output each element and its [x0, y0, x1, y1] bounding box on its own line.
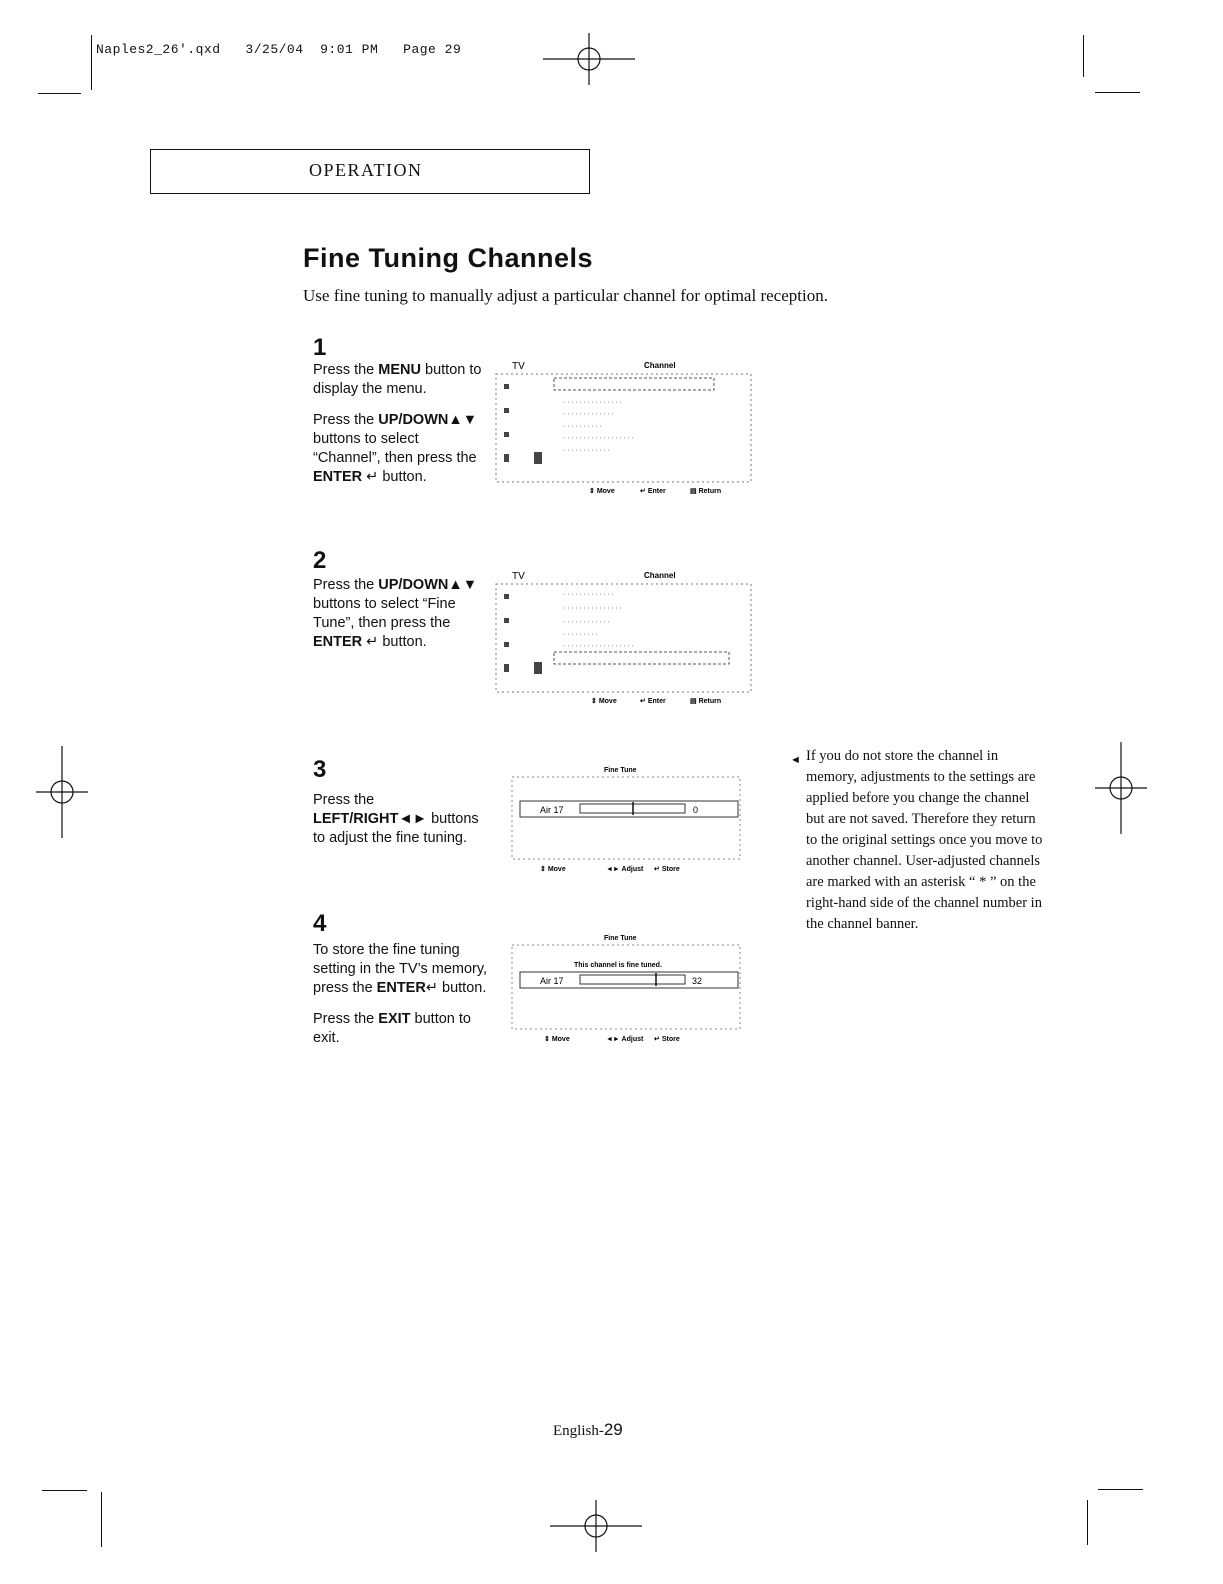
intro-text: Use fine tuning to manually adjust a particular channel for optimal reception.	[303, 286, 828, 305]
tv-menu-screenshot	[494, 568, 756, 708]
step-4-text	[313, 941, 488, 1060]
hint-move: ⇕ Move	[589, 488, 615, 495]
page-number: 29	[603, 1420, 623, 1439]
step-2-text	[313, 576, 488, 664]
file-slug: Naples2_26'.qxd 3/25/04 9:01 PM Page 29	[96, 42, 462, 57]
crop-mark	[1083, 35, 1084, 77]
menu-side-icon	[504, 432, 509, 437]
crop-mark	[1095, 92, 1140, 93]
fine-tune-value: 32	[692, 976, 703, 986]
crop-mark	[38, 93, 81, 94]
hint-return: ▤ Return	[690, 488, 722, 495]
menu-side-icon	[504, 384, 509, 389]
step-instruction: Press the MENU button to display the menu.	[313, 362, 482, 397]
footer-language: English-	[553, 1423, 604, 1439]
menu-side-icon	[534, 662, 542, 674]
tv-menu-screenshot	[494, 358, 756, 498]
channel-label: Air 17	[540, 805, 564, 815]
registration-mark	[36, 746, 88, 838]
hint-store: ↵ Store	[654, 866, 680, 873]
step-instruction: To store the fine tuning setting in the TV’s memory, press the ENTER↵ button.	[313, 942, 488, 996]
menu-tv-label: TV	[512, 361, 525, 372]
enter-icon: ↵	[362, 469, 379, 485]
fine-tune-value: 0	[693, 805, 699, 815]
step-1-text	[313, 361, 488, 499]
fine-tune-screenshot	[508, 930, 748, 1048]
menu-tv-label: TV	[512, 571, 525, 582]
step-instruction: Press the UP/DOWN▲▼ buttons to select “Channel”, then press the ENTER ↵ button.	[313, 412, 478, 485]
menu-header: Channel	[644, 571, 676, 580]
hint-return: ▤ Return	[690, 698, 722, 705]
step-instruction: Press the UP/DOWN▲▼ buttons to select “Fine Tune”, then press the ENTER ↵ button.	[313, 577, 478, 650]
menu-side-icon	[504, 618, 509, 623]
step-instruction: Press the LEFT/RIGHT◄► buttons to adjust the fine tuning.	[313, 792, 479, 846]
step-3-text	[313, 791, 488, 860]
menu-header: Channel	[644, 361, 676, 370]
menu-side-icon	[504, 664, 509, 672]
hint-enter: ↵ Enter	[640, 698, 666, 705]
hint-move: ⇕ Move	[591, 698, 617, 705]
hint-adjust: ◄► Adjust	[606, 866, 644, 873]
step-number: 2	[313, 547, 327, 574]
crop-mark	[1098, 1489, 1143, 1490]
crop-mark	[91, 35, 92, 90]
page-title: Fine Tuning Channels	[303, 243, 593, 273]
step-instruction: Press the EXIT button to exit.	[313, 1011, 471, 1046]
fine-tune-header: Fine Tune	[604, 935, 637, 942]
enter-icon: ↵	[425, 980, 443, 996]
note-arrow-icon: ◄	[790, 754, 801, 766]
registration-mark	[543, 33, 635, 85]
registration-mark	[1095, 742, 1147, 834]
section-header	[150, 149, 590, 194]
hint-store: ↵ Store	[654, 1036, 680, 1043]
menu-side-icon	[504, 454, 509, 462]
enter-icon: ↵	[362, 634, 379, 650]
step-number: 3	[313, 756, 327, 783]
hint-move: ⇕ Move	[544, 1036, 570, 1043]
step-number: 1	[313, 334, 327, 361]
channel-label: Air 17	[540, 976, 564, 986]
registration-mark	[550, 1500, 642, 1552]
crop-mark	[1087, 1500, 1088, 1545]
fine-tune-bar	[580, 975, 685, 984]
fine-tune-screenshot	[508, 762, 748, 877]
hint-move: ⇕ Move	[540, 866, 566, 873]
note-text: If you do not store the channel in memory, adjustments to the settings are applied before you change the channel but are not saved. Therefore they return to the original settings once you move to another channel. User-adjusted channels are marked with an asterisk “ * ” on the right-hand side of the channel number in the channel banner.	[806, 748, 1043, 932]
menu-side-icon	[504, 408, 509, 413]
step-number: 4	[313, 910, 327, 937]
page-footer	[553, 1420, 623, 1440]
side-note	[790, 746, 1050, 935]
section-label: OPERATION	[309, 160, 423, 180]
hint-adjust: ◄► Adjust	[606, 1036, 644, 1043]
fine-tune-message: This channel is fine tuned.	[574, 962, 662, 969]
hint-enter: ↵ Enter	[640, 488, 666, 495]
menu-side-icon	[504, 642, 509, 647]
menu-side-icon	[534, 452, 542, 464]
menu-side-icon	[504, 594, 509, 599]
crop-mark	[42, 1490, 87, 1491]
crop-mark	[101, 1492, 102, 1547]
fine-tune-header: Fine Tune	[604, 767, 637, 774]
